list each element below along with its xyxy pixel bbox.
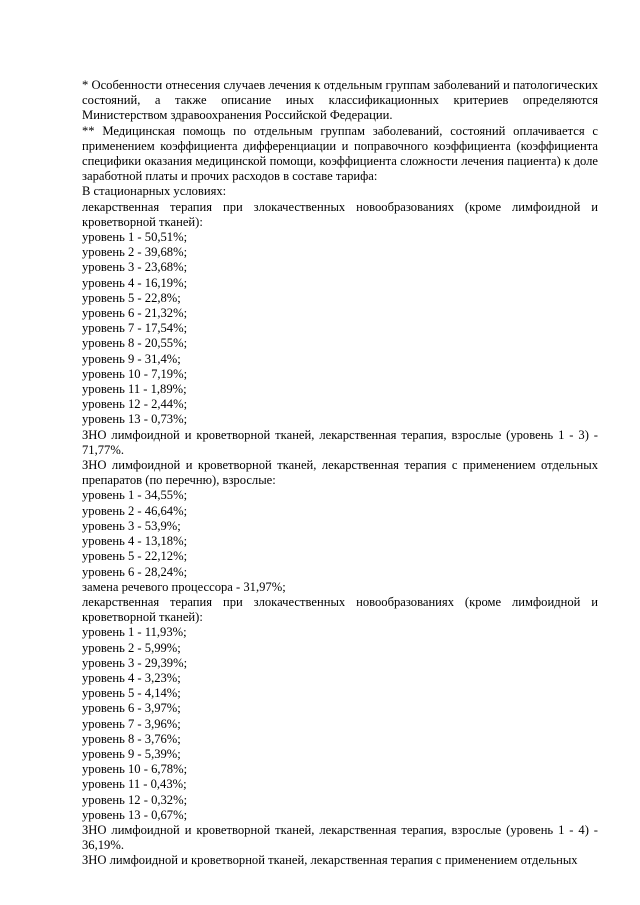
list-item: уровень 10 - 6,78%; [82,762,188,777]
zno-special-title-2-start: ЗНО лимфоидной и кроветворной тканей, лекарственная терапия с применением отдельных [82,853,578,868]
zno-special-title-1: ЗНО лимфоидной и кроветворной тканей, лекарственная терапия с применением отдельных препаратов (по перечню), взрослые: [82,458,598,488]
zno-adults-1-3: ЗНО лимфоидной и кроветворной тканей, лекарственная терапия, взрослые (уровень 1 - 3) - 71,77%. [82,427,598,457]
level-list-3 [82,625,598,823]
list-item: уровень 8 - 3,76%; [82,731,181,746]
list-item: уровень 6 - 28,24%; [82,564,188,579]
footnote-2: ** Медицинская помощь по отдельным группам заболеваний, состояний оплачивается с применением коэффициента дифференциации и поправочного коэффициента (коэффициента специфики оказания медицинской помощи, коэффициента сложности лечения пациента) к доле заработной платы и прочих расходов в составе тарифа: [82,123,598,184]
section-heading: В стационарных условиях: [82,184,227,199]
list-item: уровень 7 - 17,54%; [82,321,188,336]
level-list-2 [82,488,598,579]
list-item: уровень 3 - 29,39%; [82,655,188,670]
list-item: уровень 8 - 20,55%; [82,336,188,351]
list-item: уровень 9 - 31,4%; [82,351,181,366]
list-item: уровень 1 - 50,51%; [82,230,188,245]
list-item: уровень 4 - 13,18%; [82,534,188,549]
footnote-1: * Особенности отнесения случаев лечения к отдельным группам заболеваний и патологических состояний, а также описание иных классификационных критериев определяются Министерством здравоохранения Российской Федерации. [82,78,598,123]
list-item: уровень 6 - 21,32%; [82,306,188,321]
list-item: уровень 13 - 0,73%; [82,412,188,427]
zno-adults-1-4: ЗНО лимфоидной и кроветворной тканей, лекарственная терапия, взрослые (уровень 1 - 4) - 36,19%. [82,822,598,853]
list-item: уровень 4 - 3,23%; [82,670,181,685]
drug-therapy-title-1: лекарственная терапия при злокачественных новообразованиях (кроме лимфоидной и кроветворной тканей): [82,199,598,229]
list-item: уровень 2 - 39,68%; [82,245,188,260]
level-list-1 [82,230,598,428]
list-item: уровень 9 - 5,39%; [82,746,181,761]
list-item: уровень 3 - 53,9%; [82,518,181,533]
list-item: уровень 13 - 0,67%; [82,807,188,822]
list-item: уровень 4 - 16,19%; [82,275,188,290]
document-page [82,78,598,869]
list-item: уровень 1 - 11,93%; [82,625,187,640]
list-item: уровень 1 - 34,55%; [82,488,188,503]
list-item: уровень 5 - 22,12%; [82,549,188,564]
list-item: уровень 11 - 0,43%; [82,777,187,792]
list-item: уровень 2 - 5,99%; [82,640,181,655]
list-item: уровень 11 - 1,89%; [82,382,187,397]
drug-therapy-title-2: лекарственная терапия при злокачественных новообразованиях (кроме лимфоидной и кроветворной тканей): [82,594,598,625]
list-item: уровень 5 - 22,8%; [82,290,181,305]
list-item: уровень 10 - 7,19%; [82,366,188,381]
list-item: уровень 12 - 2,44%; [82,397,188,412]
list-item: уровень 6 - 3,97%; [82,701,181,716]
list-item: уровень 12 - 0,32%; [82,792,188,807]
list-item: уровень 2 - 46,64%; [82,503,188,518]
list-item: уровень 7 - 3,96%; [82,716,181,731]
list-item: уровень 5 - 4,14%; [82,686,181,701]
list-item: уровень 3 - 23,68%; [82,260,188,275]
speech-processor-item: замена речевого процессора - 31,97%; [82,579,286,594]
